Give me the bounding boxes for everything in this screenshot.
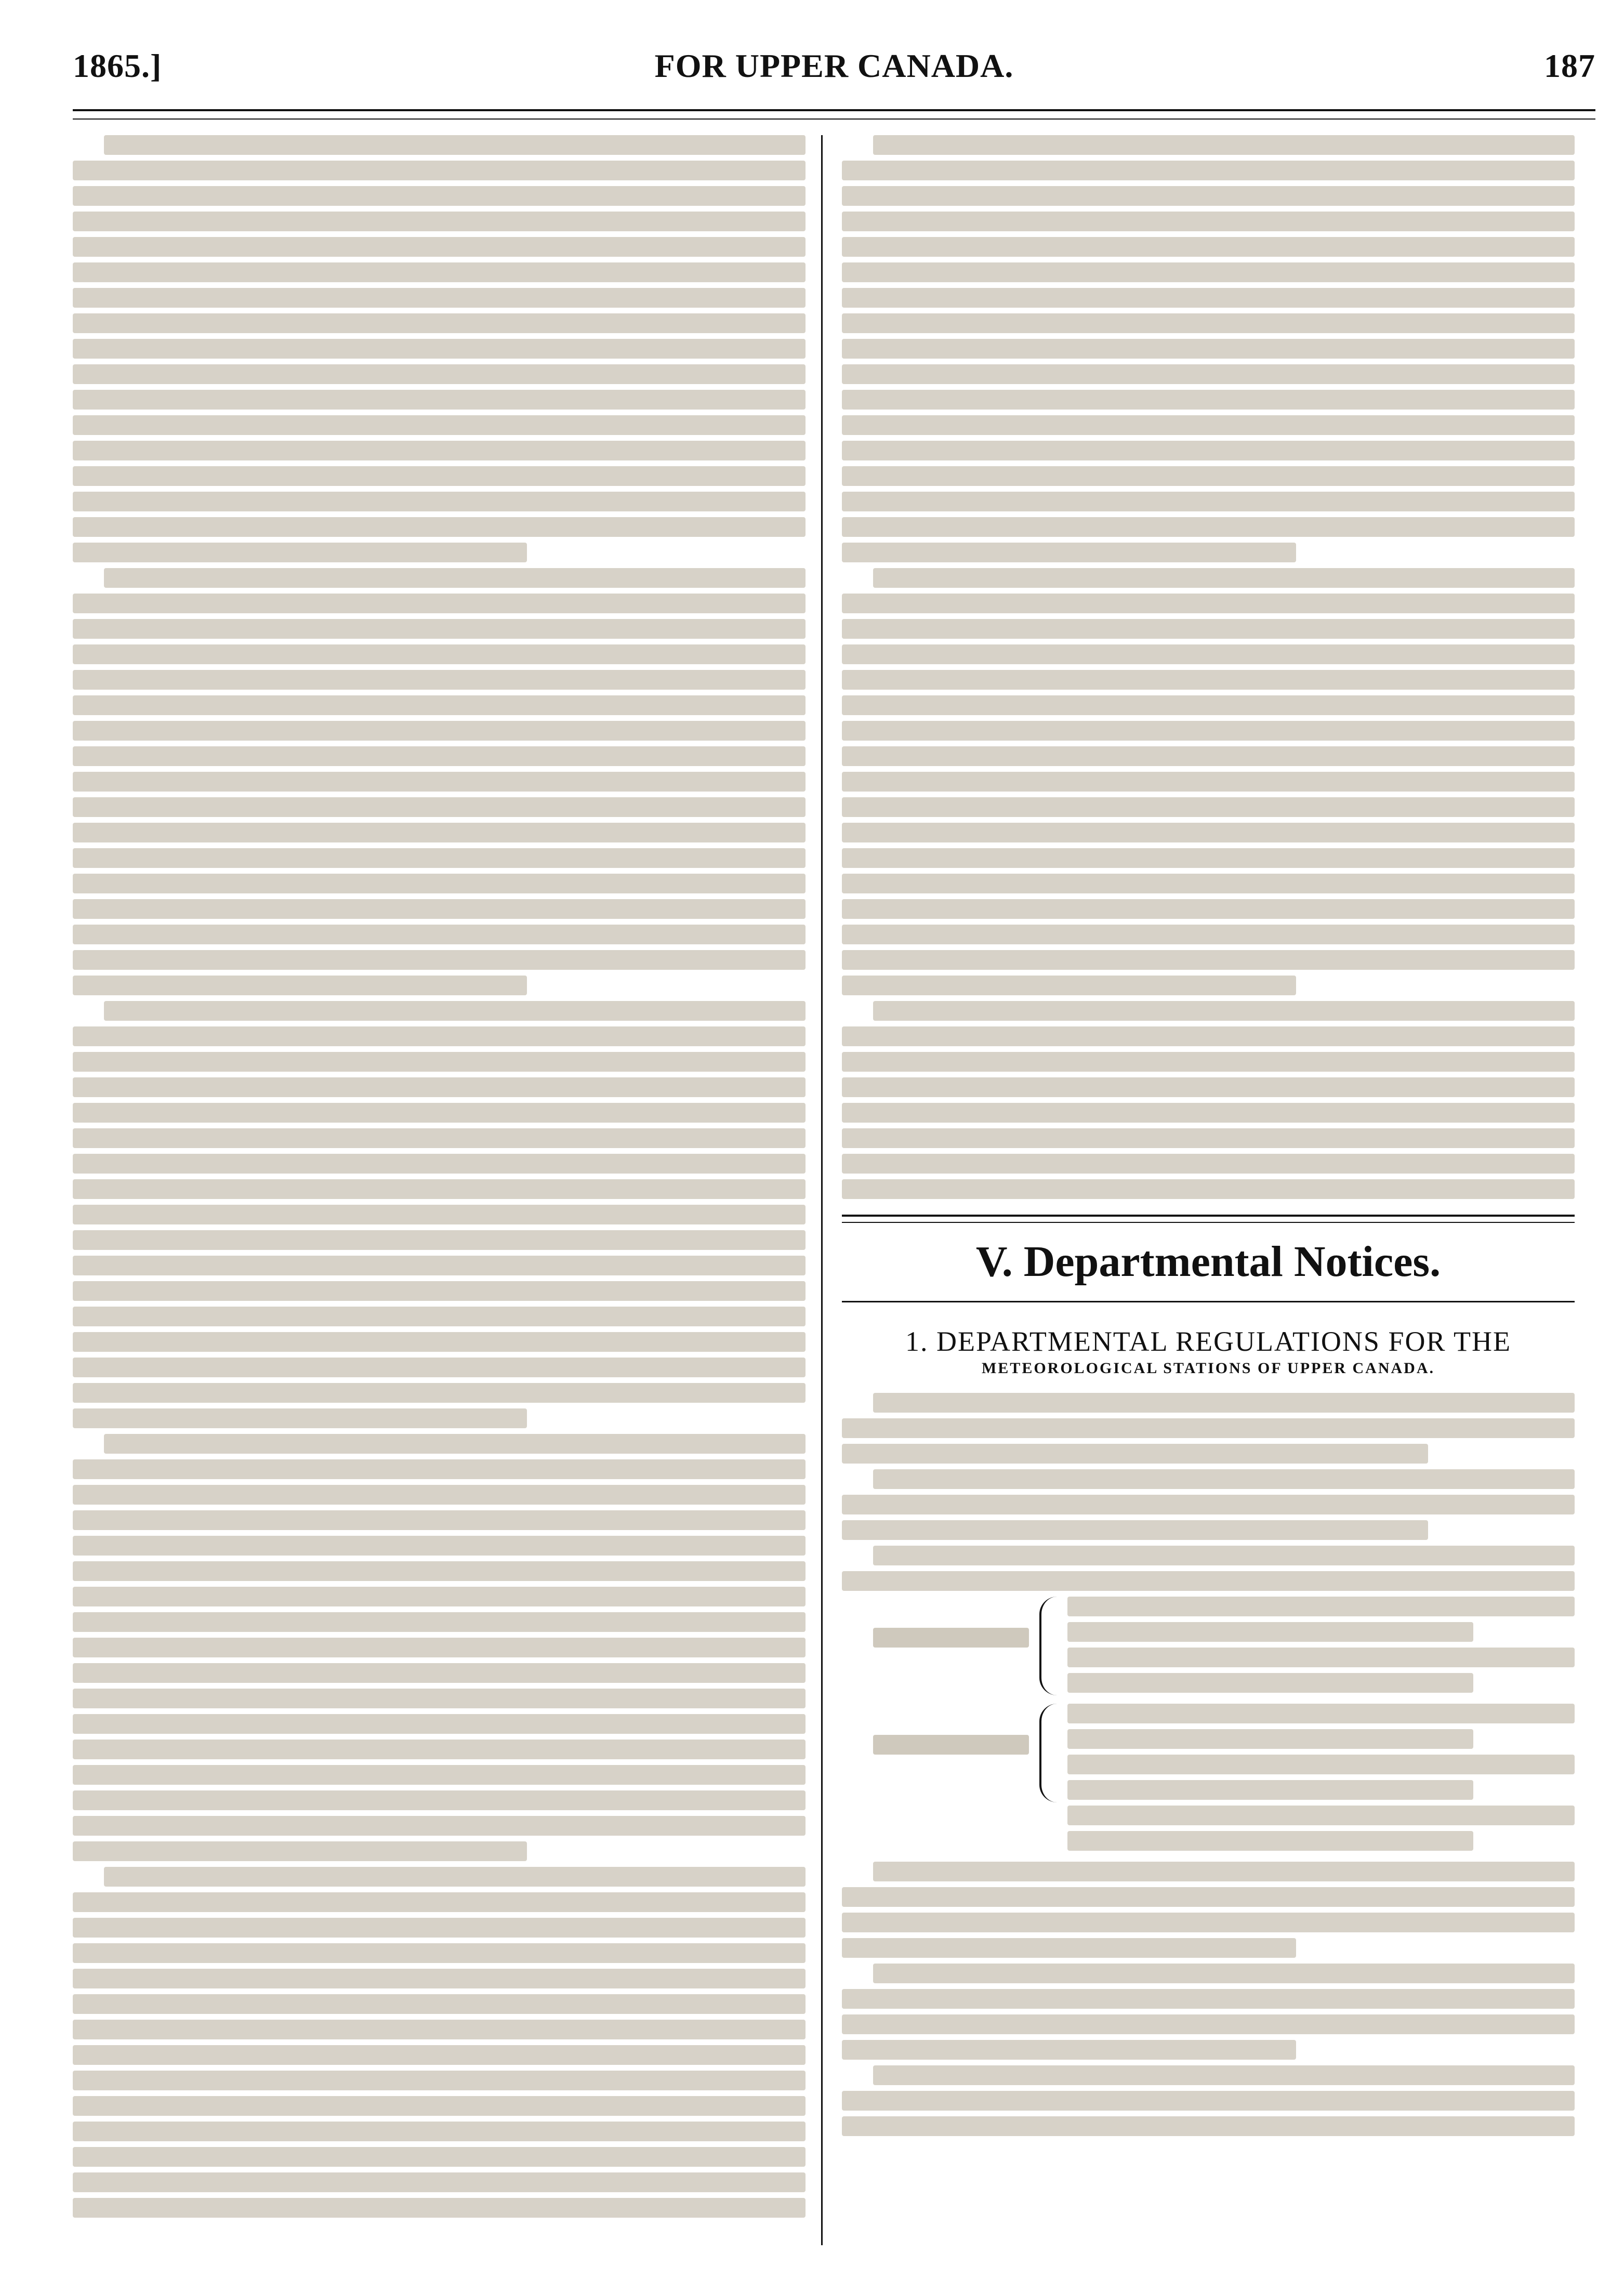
text-line-placeholder (73, 1179, 806, 1199)
text-line-placeholder (73, 1536, 806, 1556)
text-line-placeholder (842, 1052, 1575, 1072)
masthead (73, 31, 1595, 94)
text-line-placeholder (73, 313, 806, 333)
text-line-placeholder (73, 2172, 806, 2192)
text-line-placeholder (73, 1663, 806, 1683)
text-line-placeholder (873, 2065, 1575, 2085)
text-line-placeholder (73, 161, 806, 180)
left-column (73, 135, 806, 2245)
text-line-placeholder (104, 1867, 806, 1887)
text-line-placeholder (842, 212, 1575, 231)
text-line-placeholder (842, 466, 1575, 486)
text-line-placeholder (873, 135, 1575, 155)
text-line-placeholder (104, 135, 806, 155)
text-line-placeholder (73, 441, 806, 460)
text-line-placeholder (73, 1154, 806, 1174)
page-title: FOR UPPER CANADA. (654, 47, 1014, 84)
text-line-placeholder (73, 288, 806, 308)
text-line-placeholder (73, 670, 806, 690)
text-line-placeholder (73, 1587, 806, 1606)
text-line-placeholder (73, 390, 806, 410)
text-line-placeholder (1067, 1597, 1575, 1616)
text-line-placeholder (73, 1841, 527, 1861)
text-line-placeholder (842, 364, 1575, 384)
brace (1039, 1597, 1057, 1695)
text-line-placeholder (842, 1026, 1575, 1046)
regulations-text-placeholder (842, 1393, 1575, 1591)
text-line-placeholder (842, 797, 1575, 817)
text-line-placeholder (1067, 1622, 1473, 1642)
text-line-placeholder (842, 237, 1575, 257)
book-list-first (873, 1597, 1575, 1698)
text-line-placeholder (842, 1179, 1575, 1199)
text-line-placeholder (873, 1546, 1575, 1565)
text-line-placeholder (73, 262, 806, 282)
text-line-placeholder (842, 390, 1575, 410)
text-line-placeholder (1067, 1704, 1575, 1723)
text-line-placeholder (73, 543, 527, 562)
text-line-placeholder (73, 594, 806, 613)
newspaper-page (73, 31, 1595, 2256)
book-list-second (873, 1704, 1575, 1856)
regulations-text-placeholder (842, 1862, 1575, 2136)
text-line-placeholder (1067, 1831, 1473, 1851)
text-line-placeholder (842, 1418, 1575, 1438)
text-line-placeholder (842, 899, 1575, 919)
text-line-placeholder (73, 2045, 806, 2065)
text-line-placeholder (73, 1128, 806, 1148)
regulation-subtitle: METEOROLOGICAL STATIONS OF UPPER CANADA. (981, 1360, 1435, 1377)
text-line-placeholder (104, 568, 806, 588)
text-line-placeholder (73, 237, 806, 257)
book-label-placeholder (873, 1628, 1029, 1648)
text-line-placeholder (873, 1393, 1575, 1413)
text-line-placeholder (73, 2198, 806, 2218)
masthead-rule (73, 109, 1595, 120)
text-line-placeholder (1067, 1648, 1575, 1667)
text-line-placeholder (73, 874, 806, 893)
text-line-placeholder (73, 746, 806, 766)
text-line-placeholder (73, 1052, 806, 1072)
text-line-placeholder (73, 415, 806, 435)
text-line-placeholder (104, 1001, 806, 1021)
brace (1039, 1704, 1057, 1802)
text-line-placeholder (73, 797, 806, 817)
text-line-placeholder (73, 517, 806, 537)
text-line-placeholder (842, 772, 1575, 792)
text-line-placeholder (73, 2020, 806, 2039)
text-line-placeholder (73, 1230, 806, 1250)
text-line-placeholder (842, 1154, 1575, 1174)
text-line-placeholder (842, 746, 1575, 766)
text-line-placeholder (73, 1256, 806, 1275)
text-line-placeholder (73, 1943, 806, 1963)
text-line-placeholder (842, 441, 1575, 460)
text-line-placeholder (842, 313, 1575, 333)
text-line-placeholder (73, 848, 806, 868)
text-line-placeholder (73, 1918, 806, 1938)
text-line-placeholder (73, 1408, 527, 1428)
text-line-placeholder (73, 212, 806, 231)
text-line-placeholder (73, 492, 806, 511)
text-line-placeholder (842, 1495, 1575, 1514)
text-line-placeholder (73, 823, 806, 842)
right-column-text-placeholder (842, 135, 1575, 1199)
text-line-placeholder (73, 1969, 806, 1988)
text-line-placeholder (73, 1026, 806, 1046)
book-forms-placeholder (1067, 1704, 1575, 1856)
text-line-placeholder (73, 1561, 806, 1581)
text-line-placeholder (73, 1740, 806, 1759)
text-line-placeholder (842, 186, 1575, 206)
text-line-placeholder (842, 823, 1575, 842)
text-line-placeholder (73, 339, 806, 359)
text-line-placeholder (73, 364, 806, 384)
text-line-placeholder (73, 2147, 806, 2167)
text-line-placeholder (73, 1383, 806, 1403)
text-line-placeholder (842, 619, 1575, 639)
text-line-placeholder (873, 1964, 1575, 1983)
regulation-title: 1. DEPARTMENTAL REGULATIONS FOR THE (905, 1326, 1511, 1357)
text-line-placeholder (873, 1001, 1575, 1021)
text-line-placeholder (73, 2096, 806, 2116)
text-line-placeholder (73, 1714, 806, 1734)
text-line-placeholder (73, 2122, 806, 2141)
text-line-placeholder (73, 1994, 806, 2014)
text-line-placeholder (842, 848, 1575, 868)
text-line-placeholder (73, 1358, 806, 1377)
section-rule (842, 1215, 1575, 1223)
text-line-placeholder (842, 670, 1575, 690)
text-line-placeholder (73, 695, 806, 715)
text-line-placeholder (842, 594, 1575, 613)
text-line-placeholder (73, 1077, 806, 1097)
text-line-placeholder (73, 1307, 806, 1326)
text-line-placeholder (73, 1103, 806, 1123)
text-line-placeholder (842, 1989, 1575, 2009)
text-line-placeholder (73, 899, 806, 919)
text-line-placeholder (73, 1612, 806, 1632)
text-line-placeholder (73, 950, 806, 970)
text-line-placeholder (842, 288, 1575, 308)
text-line-placeholder (842, 721, 1575, 741)
text-line-placeholder (842, 161, 1575, 180)
text-line-placeholder (842, 415, 1575, 435)
text-line-placeholder (873, 568, 1575, 588)
text-line-placeholder (842, 1887, 1575, 1907)
text-line-placeholder (73, 1638, 806, 1657)
book-label-placeholder (873, 1735, 1029, 1755)
text-line-placeholder (842, 1571, 1575, 1591)
text-line-placeholder (73, 1332, 806, 1352)
text-line-placeholder (104, 1434, 806, 1454)
text-line-placeholder (842, 2040, 1296, 2060)
text-line-placeholder (842, 2014, 1575, 2034)
text-line-placeholder (73, 1205, 806, 1224)
text-line-placeholder (842, 950, 1575, 970)
text-line-placeholder (73, 1816, 806, 1836)
text-line-placeholder (73, 1689, 806, 1708)
text-line-placeholder (73, 186, 806, 206)
text-line-placeholder (842, 1128, 1575, 1148)
text-line-placeholder (73, 772, 806, 792)
text-line-placeholder (842, 1103, 1575, 1123)
text-line-placeholder (842, 1520, 1428, 1540)
text-line-placeholder (842, 339, 1575, 359)
text-line-placeholder (73, 619, 806, 639)
section-underline (842, 1296, 1575, 1302)
text-line-placeholder (1067, 1780, 1473, 1800)
text-line-placeholder (73, 1485, 806, 1505)
text-line-placeholder (842, 925, 1575, 944)
year-label: 1865.] (73, 47, 162, 84)
text-line-placeholder (842, 695, 1575, 715)
text-line-placeholder (842, 644, 1575, 664)
text-line-placeholder (842, 492, 1575, 511)
text-line-placeholder (842, 543, 1296, 562)
text-line-placeholder (73, 1790, 806, 1810)
text-line-placeholder (842, 976, 1296, 995)
text-line-placeholder (73, 1510, 806, 1530)
text-line-placeholder (1067, 1729, 1473, 1749)
text-line-placeholder (1067, 1673, 1473, 1693)
left-column-text-placeholder (73, 135, 806, 2218)
text-line-placeholder (842, 2116, 1575, 2136)
text-line-placeholder (873, 1469, 1575, 1489)
text-line-placeholder (842, 1938, 1296, 1958)
text-line-placeholder (842, 2091, 1575, 2111)
book-forms-placeholder (1067, 1597, 1575, 1698)
text-line-placeholder (73, 1765, 806, 1785)
text-line-placeholder (73, 925, 806, 944)
text-line-placeholder (842, 874, 1575, 893)
right-column (842, 135, 1575, 2245)
text-line-placeholder (842, 1077, 1575, 1097)
text-line-placeholder (1067, 1755, 1575, 1774)
text-line-placeholder (73, 466, 806, 486)
text-line-placeholder (842, 1913, 1575, 1932)
text-line-placeholder (842, 262, 1575, 282)
text-line-placeholder (842, 517, 1575, 537)
text-line-placeholder (73, 1459, 806, 1479)
text-line-placeholder (73, 644, 806, 664)
column-divider (821, 135, 823, 2245)
text-line-placeholder (73, 976, 527, 995)
text-line-placeholder (842, 1444, 1428, 1464)
text-line-placeholder (73, 721, 806, 741)
text-line-placeholder (73, 1281, 806, 1301)
text-line-placeholder (73, 2071, 806, 2090)
text-line-placeholder (73, 1892, 806, 1912)
page-number: 187 (1544, 47, 1595, 84)
section-banner: V. Departmental Notices. (975, 1237, 1441, 1286)
text-line-placeholder (873, 1862, 1575, 1881)
text-line-placeholder (1067, 1806, 1575, 1825)
